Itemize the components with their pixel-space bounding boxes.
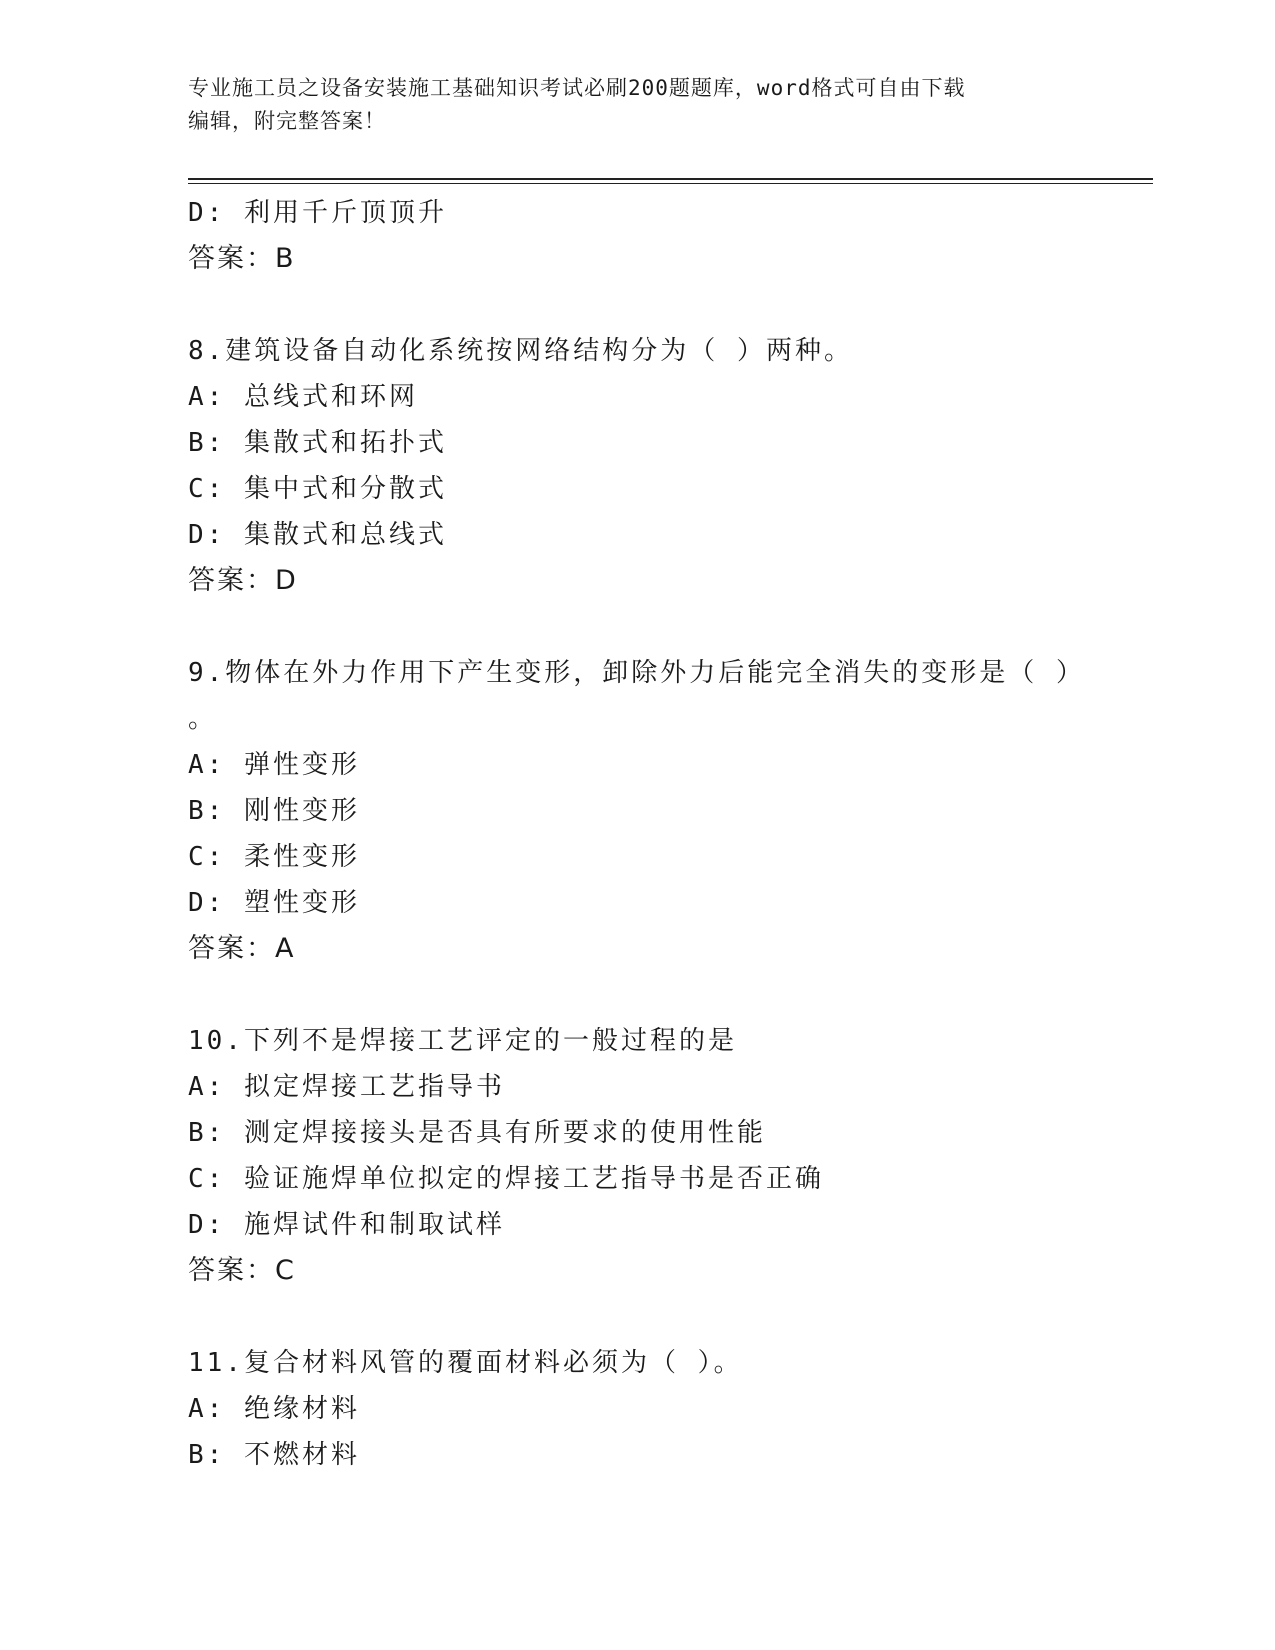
prev-option-d: D: 利用千斤顶顶升	[188, 198, 447, 228]
answer-value: D	[275, 565, 297, 596]
question-8-answer	[188, 558, 1078, 604]
answer-value: C	[275, 1255, 295, 1286]
question-10-option-a: A: 拟定焊接工艺指导书	[188, 1072, 505, 1102]
question-10-answer	[188, 1248, 1078, 1294]
question-9-option-a: A: 弹性变形	[188, 750, 360, 780]
spacer	[188, 972, 1078, 1018]
answer-value: B	[275, 243, 295, 274]
question-9-option-b: B: 刚性变形	[188, 796, 360, 826]
header-title-line-1: 专业施工员之设备安装施工基础知识考试必刷200题题库，word格式可自由下载	[188, 76, 966, 100]
header-divider-thick	[188, 178, 1153, 180]
question-8-option-b: B: 集散式和拓扑式	[188, 428, 447, 458]
question-8-stem: 8.建筑设备自动化系统按网络结构分为（ ）两种。	[188, 336, 853, 366]
question-11-stem: 11.复合材料风管的覆面材料必须为（ ）。	[188, 1348, 743, 1378]
question-list	[188, 190, 1085, 1478]
question-9-option-d: D: 塑性变形	[188, 888, 360, 918]
question-8-option-a: A: 总线式和环网	[188, 382, 418, 412]
spacer	[188, 1294, 1078, 1340]
question-8-option-d: D: 集散式和总线式	[188, 520, 447, 550]
answer-label: 答案：	[188, 565, 275, 596]
question-10-option-d: D: 施焊试件和制取试样	[188, 1210, 505, 1240]
document-header	[188, 72, 1068, 138]
answer-label: 答案：	[188, 243, 275, 274]
question-9-option-c: C: 柔性变形	[188, 842, 360, 872]
prev-answer	[188, 236, 1078, 282]
question-11-option-a: A: 绝缘材料	[188, 1394, 360, 1424]
spacer	[188, 604, 1078, 650]
question-11-option-b: B: 不燃材料	[188, 1440, 360, 1470]
question-10-option-b: B: 测定焊接接头是否具有所要求的使用性能	[188, 1118, 766, 1148]
question-9-stem: 9.物体在外力作用下产生变形，卸除外力后能完全消失的变形是（ ）	[188, 658, 1085, 688]
question-10-option-c: C: 验证施焊单位拟定的焊接工艺指导书是否正确	[188, 1164, 824, 1194]
answer-label: 答案：	[188, 1255, 275, 1286]
question-9-stem-tail: 。	[188, 704, 215, 734]
header-divider-thin	[188, 183, 1153, 184]
question-9-answer	[188, 926, 1078, 972]
spacer	[188, 282, 1078, 328]
header-title-line-2: 编辑，附完整答案！	[188, 109, 386, 133]
answer-label: 答案：	[188, 933, 275, 964]
answer-value: A	[275, 933, 295, 964]
question-10-stem: 10.下列不是焊接工艺评定的一般过程的是	[188, 1026, 737, 1056]
question-8-option-c: C: 集中式和分散式	[188, 474, 447, 504]
